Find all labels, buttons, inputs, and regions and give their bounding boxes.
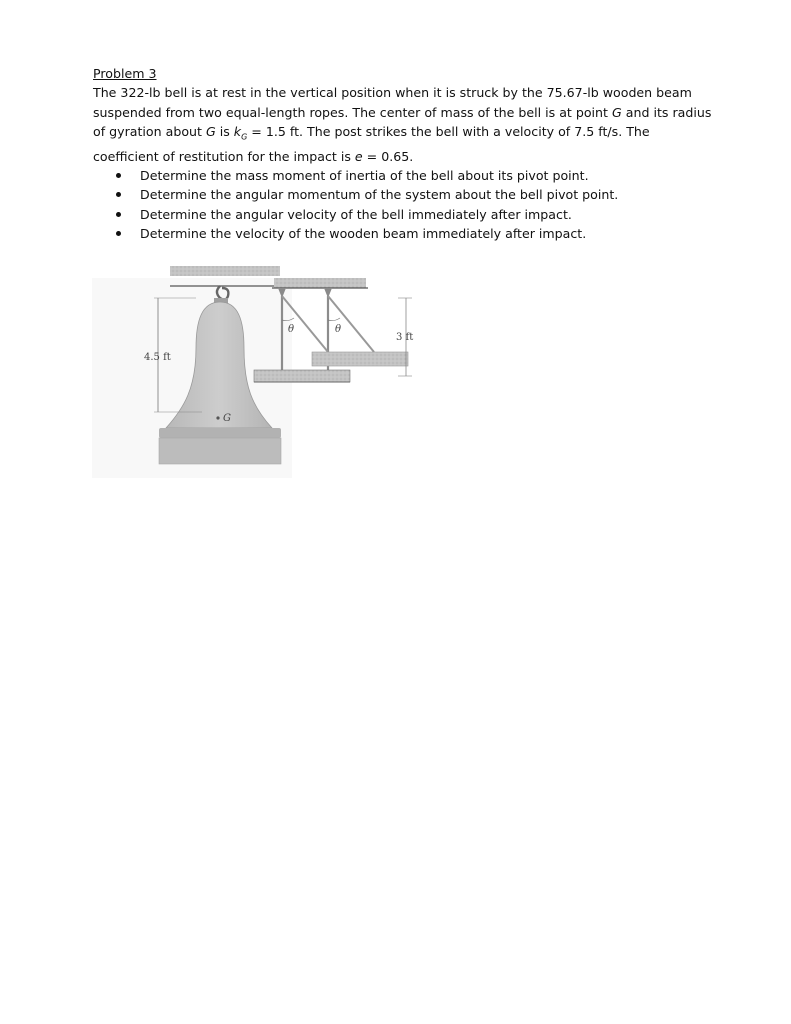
problem-title: Problem 3 xyxy=(93,66,157,81)
bell-rim-upper xyxy=(159,428,281,438)
statement-part-1: The 322-lb bell is at rest in the vertical position when it is struck by the 75.67-lb wooden beam suspended from two equal-length ropes. The center of mass of the bell is at point xyxy=(93,85,692,120)
task-list xyxy=(93,166,713,243)
wooden-beam xyxy=(254,370,350,382)
theta-label-left: θ xyxy=(288,324,295,335)
bell-diagram xyxy=(92,258,422,478)
point-g-symbol: G xyxy=(611,104,622,120)
bell-beam-figure xyxy=(92,258,422,478)
bullet-icon xyxy=(116,231,121,236)
statement-part-5: = 0.65. xyxy=(362,148,414,164)
problem-statement xyxy=(93,83,713,166)
task-item xyxy=(93,185,713,204)
radius-of-gyration-symbol: k xyxy=(233,123,242,139)
bullet-icon xyxy=(116,212,121,217)
center-of-mass-dot xyxy=(216,416,219,419)
task-item xyxy=(93,205,713,224)
problem-text-block xyxy=(93,64,713,243)
task-text: Determine the velocity of the wooden beam immediately after impact. xyxy=(140,225,587,241)
g-label: G xyxy=(223,413,231,424)
bullet-icon xyxy=(116,192,121,197)
ceiling-left xyxy=(170,266,280,276)
task-text: Determine the angular momentum of the system about the bell pivot point. xyxy=(140,187,619,203)
radius-subscript: G xyxy=(241,132,248,142)
bell-rim-lower xyxy=(159,438,281,464)
statement-part-4: = 1.5 ft. The post strikes the bell with a velocity of 7.5 ft/s. The coefficient of restitution for the impact is xyxy=(93,123,650,164)
task-item xyxy=(93,166,713,185)
theta-label-right: θ xyxy=(335,324,342,335)
bell-height-label: 4.5 ft xyxy=(144,352,171,363)
restitution-symbol: e xyxy=(354,148,363,164)
drop-height-label: 3 ft xyxy=(396,332,414,343)
point-g-symbol-2: G xyxy=(205,123,216,139)
task-text: Determine the angular velocity of the bell immediately after impact. xyxy=(140,206,572,222)
statement-part-3: is xyxy=(215,123,234,139)
ceiling-right xyxy=(274,278,366,288)
bullet-icon xyxy=(116,173,121,178)
task-text: Determine the mass moment of inertia of the bell about its pivot point. xyxy=(140,168,589,183)
statement-part-2: and its radius of gyration about xyxy=(93,104,712,139)
task-item xyxy=(93,224,713,243)
theta-arc-right xyxy=(328,318,340,321)
raised-beam xyxy=(312,352,408,366)
